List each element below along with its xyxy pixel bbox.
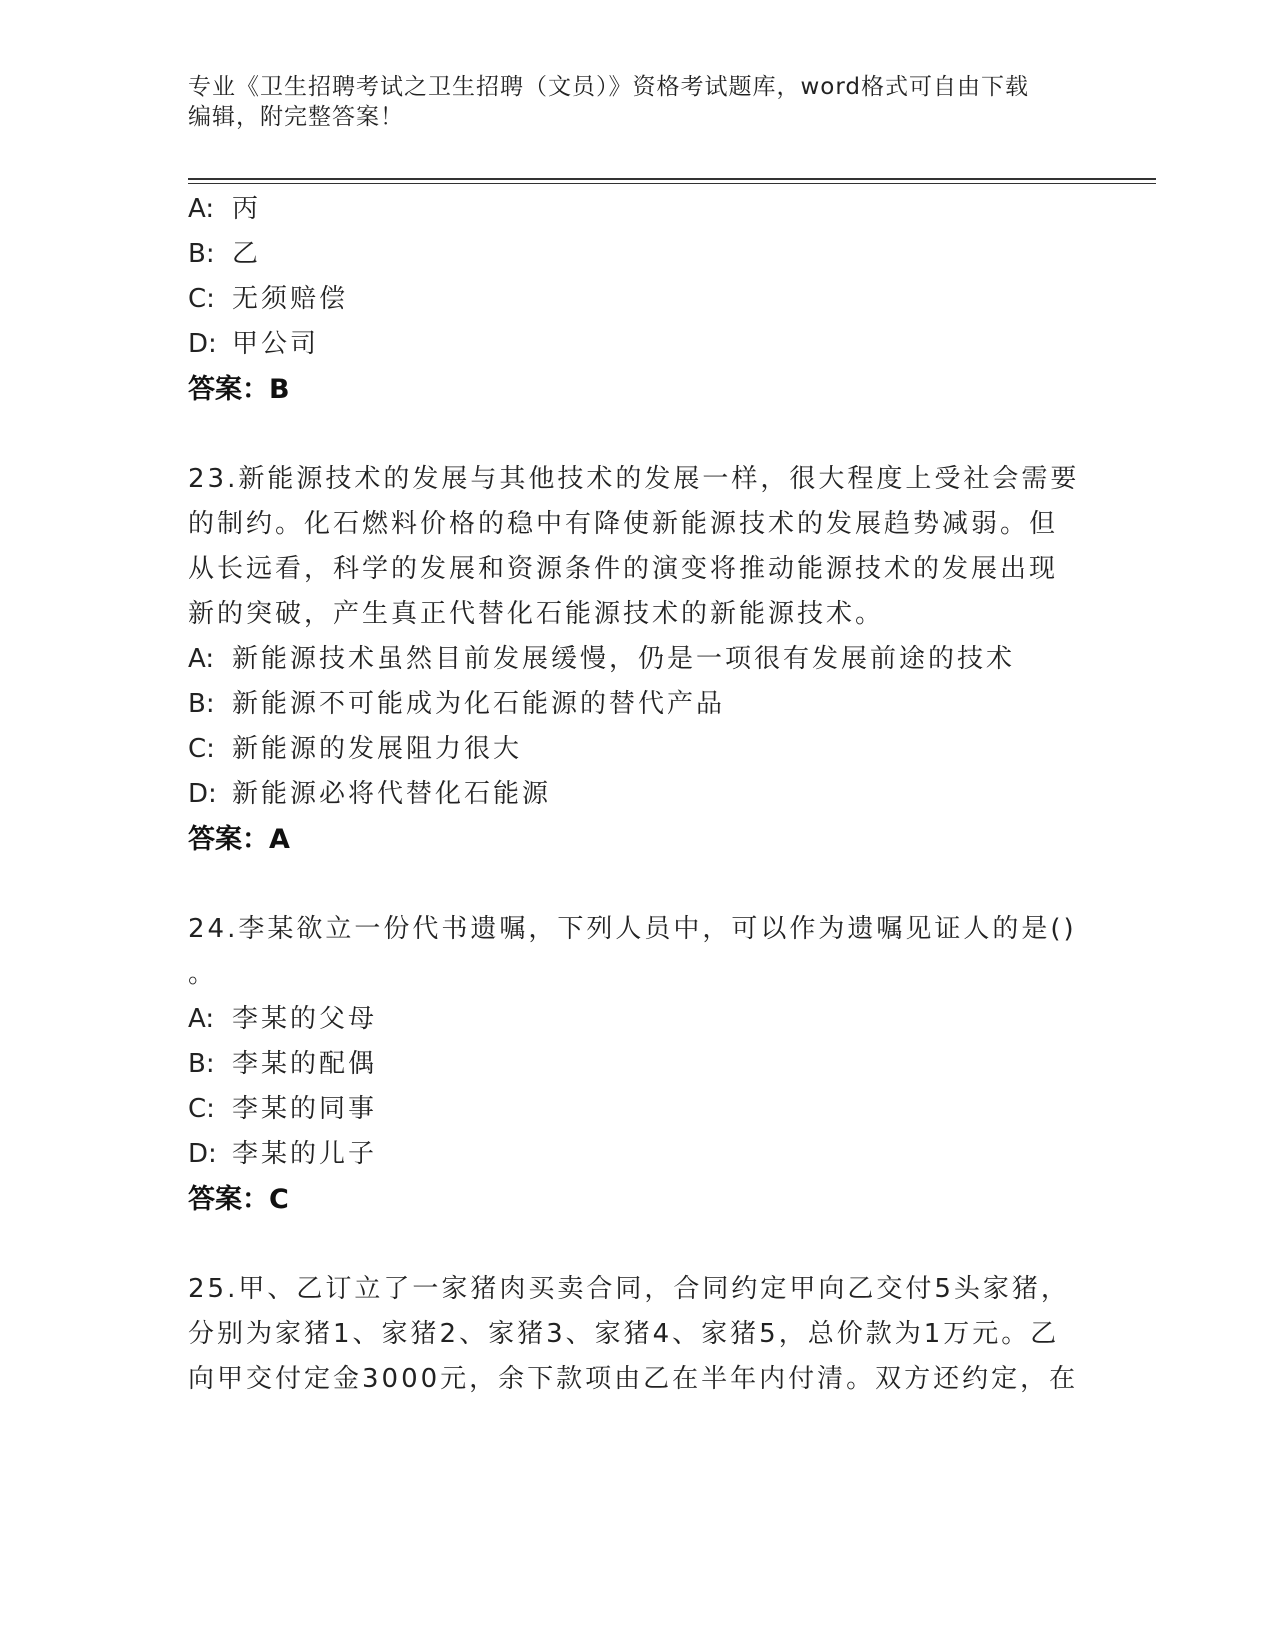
option-label: D: <box>188 779 217 809</box>
document-header <box>188 72 1088 132</box>
option-label: D: <box>188 329 217 359</box>
q22-option-b <box>188 237 261 271</box>
option-label: A: <box>188 644 215 674</box>
q24-answer: 答案：C <box>188 1184 289 1215</box>
q22-option-c <box>188 282 348 316</box>
option-text: 丙 <box>232 194 262 224</box>
q22-option-d <box>188 327 319 361</box>
q25-stem-line-1: 25.甲、乙订立了一家猪肉买卖合同，合同约定甲向乙交付5头家猪， <box>188 1274 1070 1304</box>
q23-option-c <box>188 732 522 766</box>
option-label: B: <box>188 1049 215 1079</box>
option-text: 甲公司 <box>232 329 320 359</box>
header-divider-thin <box>188 183 1156 184</box>
option-label: A: <box>188 1004 215 1034</box>
option-text: 新能源的发展阻力很大 <box>232 734 523 764</box>
q25-stem-line-3: 向甲交付定金3000元，余下款项由乙在半年内付清。双方还约定，在 <box>188 1364 1079 1394</box>
option-label: D: <box>188 1139 217 1169</box>
q24-option-a <box>188 1002 377 1036</box>
option-label: C: <box>188 284 215 314</box>
option-text: 乙 <box>232 239 262 269</box>
q23-stem-line-1: 23.新能源技术的发展与其他技术的发展一样，很大程度上受社会需要 <box>188 464 1080 494</box>
option-text: 新能源不可能成为化石能源的替代产品 <box>232 689 726 719</box>
q23-option-d <box>188 777 551 811</box>
header-divider <box>188 178 1156 180</box>
option-text: 新能源技术虽然目前发展缓慢，仍是一项很有发展前途的技术 <box>232 644 1016 674</box>
option-text: 李某的配偶 <box>232 1049 378 1079</box>
q23-stem-line-2: 的制约。化石燃料价格的稳中有降使新能源技术的发展趋势减弱。但 <box>188 509 1059 539</box>
q24-option-d <box>188 1137 377 1171</box>
option-label: B: <box>188 689 215 719</box>
q22-answer: 答案：B <box>188 374 290 405</box>
option-label: A: <box>188 194 215 224</box>
option-text: 李某的父母 <box>232 1004 378 1034</box>
q23-option-a <box>188 642 1015 676</box>
q24-stem-line-1: 24.李某欲立一份代书遗嘱，下列人员中，可以作为遗嘱见证人的是() <box>188 914 1077 944</box>
q24-stem-line-2: 。 <box>188 959 218 989</box>
q23-stem-line-4: 新的突破，产生真正代替化石能源技术的新能源技术。 <box>188 599 885 629</box>
option-label: C: <box>188 734 215 764</box>
option-text: 李某的同事 <box>232 1094 378 1124</box>
q24-option-c <box>188 1092 377 1126</box>
q23-option-b <box>188 687 725 721</box>
q22-option-a <box>188 192 261 226</box>
q25-stem-line-2: 分别为家猪1、家猪2、家猪3、家猪4、家猪5，总价款为1万元。乙 <box>188 1319 1060 1349</box>
header-line-2: 编辑，附完整答案！ <box>188 104 404 130</box>
q23-stem-line-3: 从长远看，科学的发展和资源条件的演变将推动能源技术的发展出现 <box>188 554 1059 584</box>
option-text: 新能源必将代替化石能源 <box>232 779 552 809</box>
option-text: 无须赔偿 <box>232 284 349 314</box>
header-line-1: 专业《卫生招聘考试之卫生招聘（文员）》资格考试题库，word格式可自由下载 <box>188 74 1030 100</box>
option-label: C: <box>188 1094 215 1124</box>
option-text: 李某的儿子 <box>232 1139 378 1169</box>
option-label: B: <box>188 239 215 269</box>
q23-answer: 答案：A <box>188 824 290 855</box>
q24-option-b <box>188 1047 377 1081</box>
